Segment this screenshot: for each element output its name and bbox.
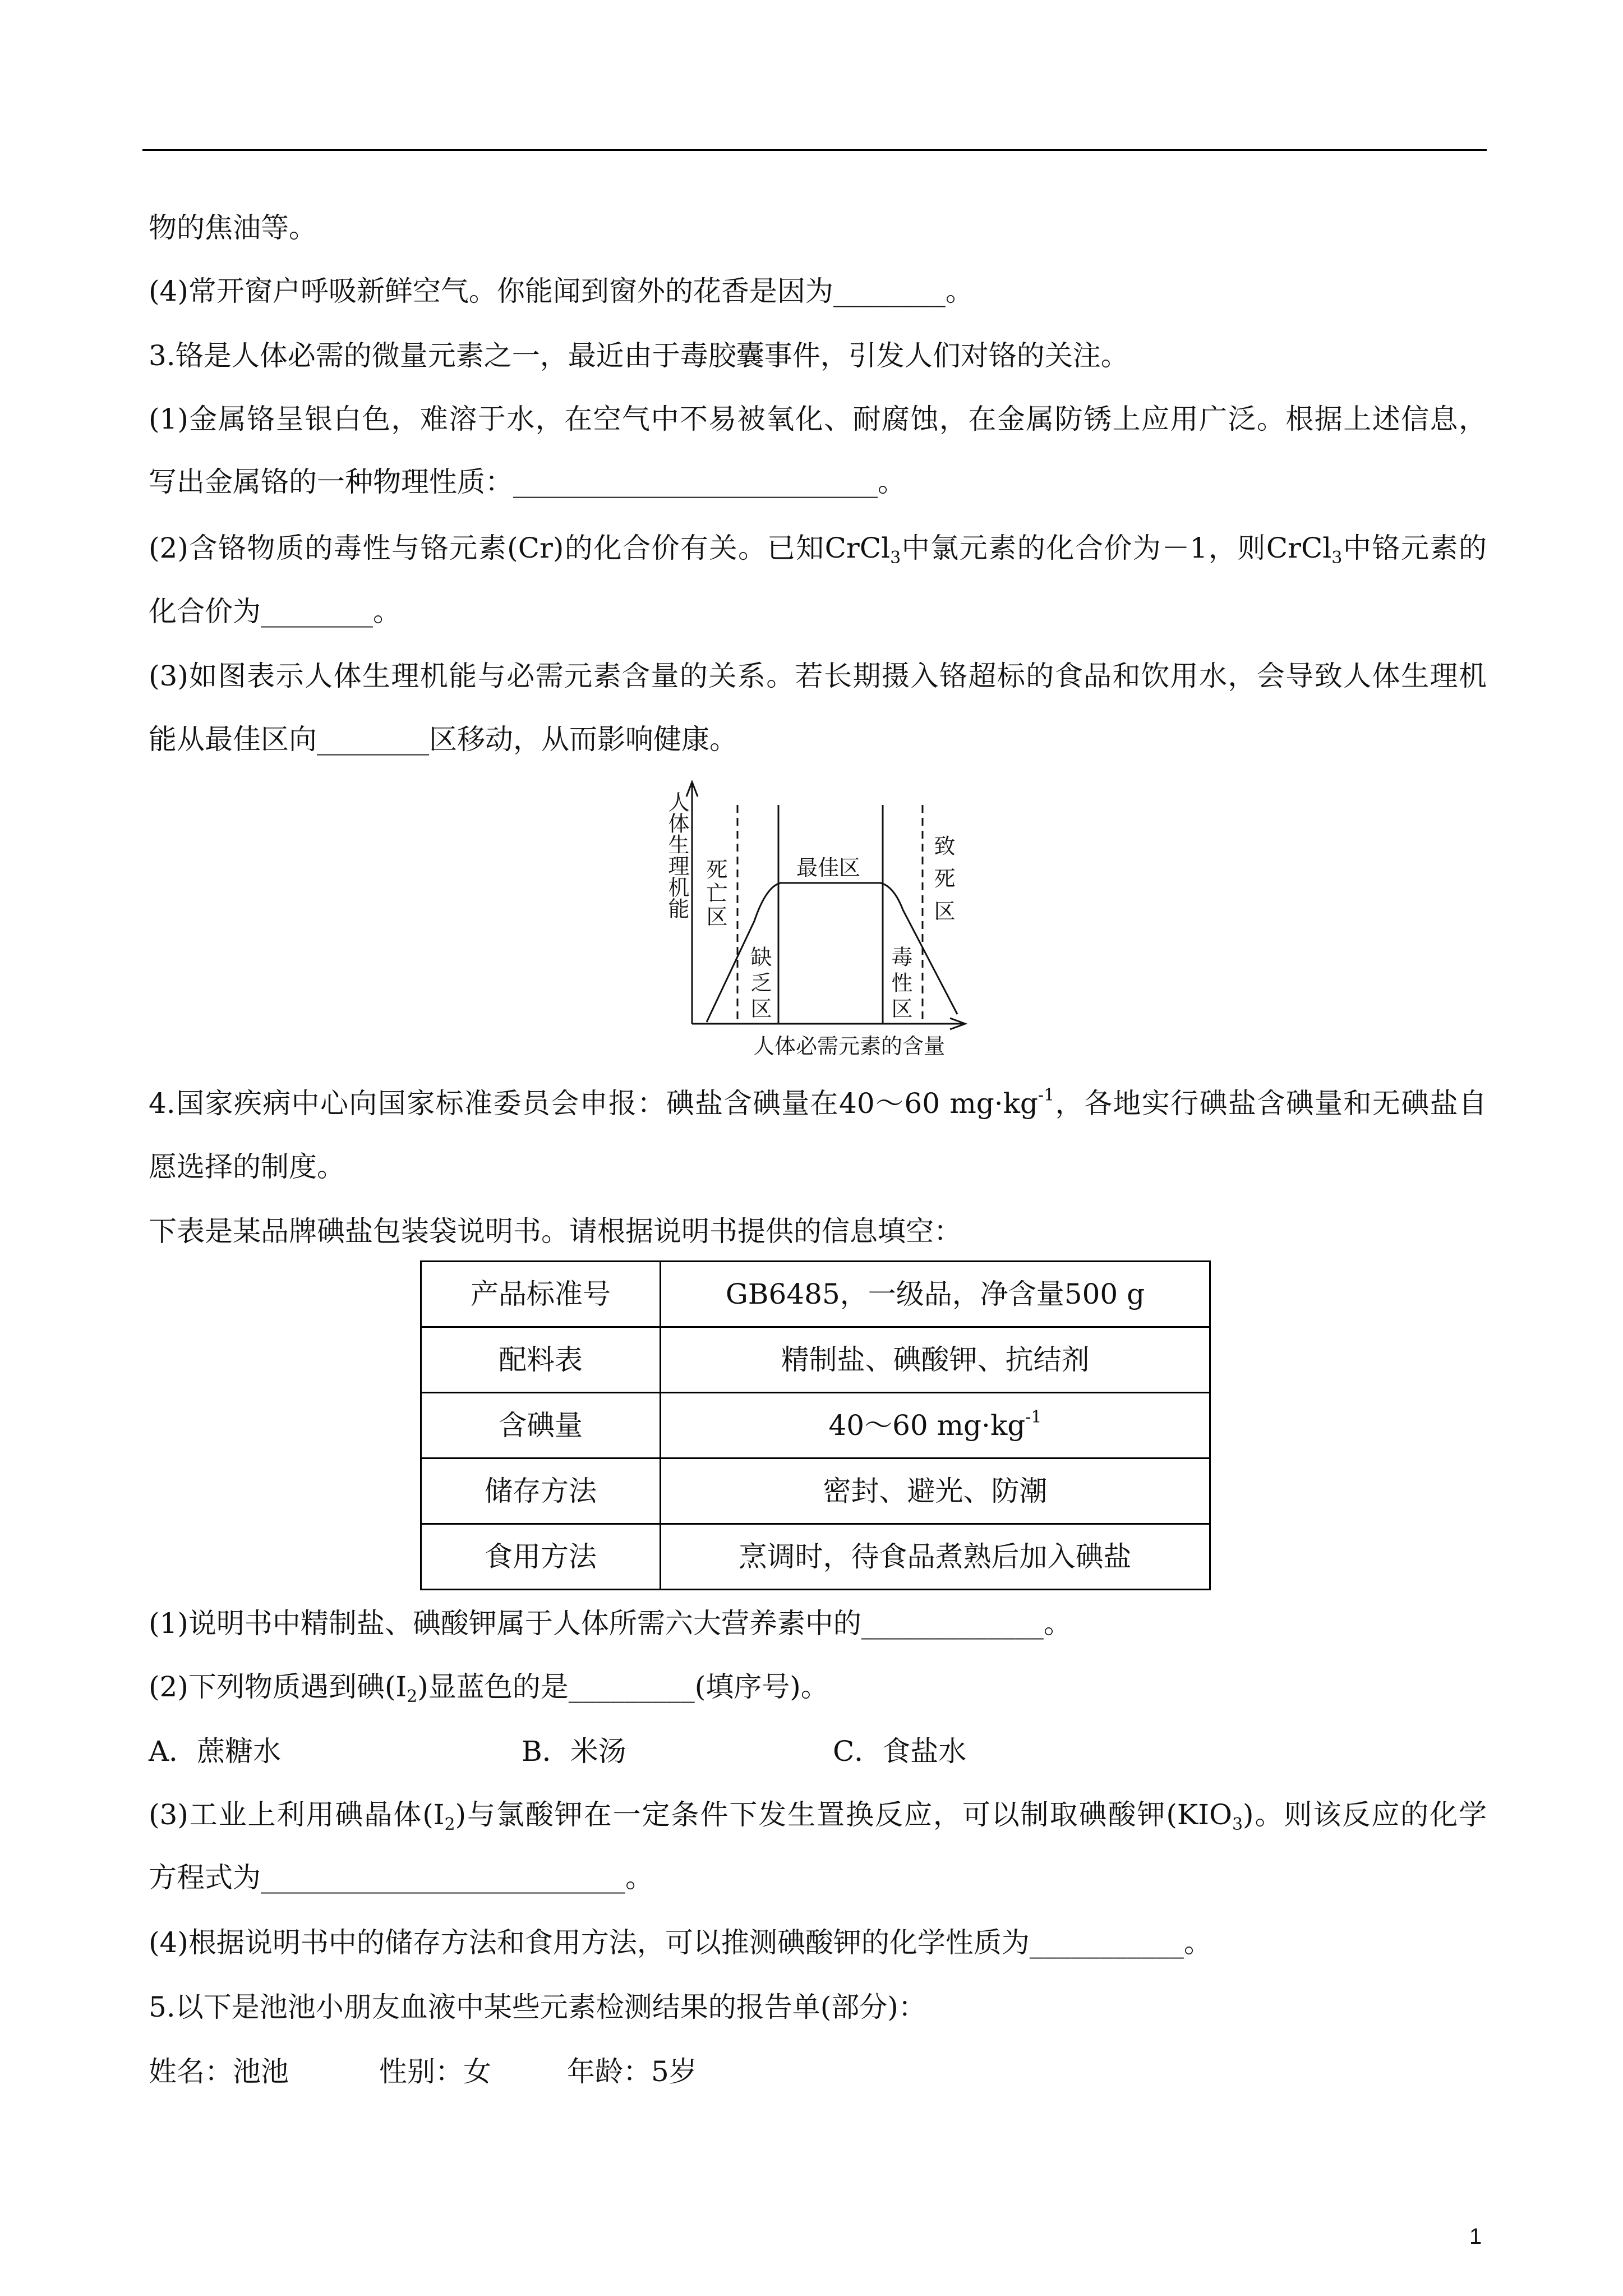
question-4-part-1: (1)说明书中精制盐、碘酸钾属于人体所需六大营养素中的_____________。	[149, 1607, 1072, 1640]
header-rule	[142, 149, 1487, 151]
text-segment: 4.国家疾病中心向国家标准委员会申报：碘盐含碘量在40～60 mg·kg	[149, 1087, 1038, 1120]
patient-age: 年龄：5岁	[567, 2055, 697, 2088]
y-axis-label: 人体生理机能	[665, 791, 689, 919]
element-content-figure	[662, 780, 976, 1060]
table-label-cell: 配料表	[421, 1327, 661, 1393]
text-segment: (2)含铬物质的毒性与铬元素(Cr)的化合价有关。已知CrCl	[149, 532, 891, 564]
text-segment: )显蓝色的是_________(填序号)。	[417, 1671, 829, 1703]
table-label-cell: 产品标准号	[421, 1262, 661, 1327]
question-3-part-2-line-1	[149, 528, 1487, 568]
question-3-part-1-line-2: 写出金属铬的一种物理性质：__________________________。	[149, 466, 906, 498]
question-4-stem-line-2: 愿选择的制度。	[149, 1151, 345, 1183]
option-a: A．蔗糖水	[149, 1735, 282, 1768]
patient-sex: 性别：女	[379, 2055, 491, 2088]
zone-deficiency-label: 缺乏区	[747, 946, 772, 1023]
table-row	[421, 1524, 1210, 1590]
option-c: C．食盐水	[833, 1735, 967, 1768]
question-4-part-3-line-1	[149, 1795, 1487, 1834]
option-b: B．米汤	[522, 1735, 626, 1768]
x-axis-label: 人体必需元素的含量	[753, 1034, 946, 1059]
text-segment: )与氯酸钾在一定条件下发生置换反应，可以制取碘酸钾(KIO	[455, 1798, 1232, 1831]
text-segment: 40～60 mg·kg	[828, 1409, 1026, 1442]
physiology-curve	[707, 883, 957, 1022]
table-row	[421, 1458, 1210, 1524]
salt-label-table	[420, 1260, 1211, 1590]
table-row	[421, 1262, 1210, 1327]
table-intro: 下表是某品牌碘盐包装袋说明书。请根据说明书提供的信息填空：	[149, 1215, 962, 1248]
superscript: -1	[1038, 1085, 1055, 1105]
zone-death-left-label: 死亡区	[703, 858, 727, 929]
text-segment: (3)工业上利用碘晶体(I	[149, 1798, 445, 1831]
question-4-part-2	[149, 1667, 1487, 1706]
zone-toxic-label: 毒性区	[888, 946, 912, 1023]
table-value-cell: GB6485，一级品，净含量500 g	[661, 1262, 1210, 1327]
question-4-part-4: (4)根据说明书中的储存方法和食用方法，可以推测碘酸钾的化学性质为___________。	[149, 1926, 1212, 1959]
subscript: 2	[444, 1815, 455, 1834]
zone-death-right-label: 致死区	[930, 835, 955, 932]
question-4-part-3-line-2: 方程式为__________________________。	[149, 1861, 653, 1894]
text-segment: ，各地实行碘盐含碘量和无碘盐自	[1054, 1087, 1487, 1120]
text-segment: (2)下列物质遇到碘(I	[149, 1671, 407, 1703]
table-label-cell: 含碘量	[421, 1393, 661, 1458]
subscript: 3	[1232, 1815, 1243, 1834]
table-row	[421, 1393, 1210, 1458]
table-value-cell: 密封、避光、防潮	[661, 1458, 1210, 1524]
continued-text-line: 物的焦油等。	[149, 211, 317, 244]
subscript: 2	[407, 1687, 418, 1706]
text-segment: 中铬元素的	[1342, 532, 1487, 564]
question-3-part-3-line-2: 能从最佳区向________区移动，从而影响健康。	[149, 723, 737, 756]
question-4-stem-line-1	[149, 1084, 1487, 1123]
patient-info	[149, 2052, 1487, 2091]
zone-optimal-label: 最佳区	[796, 855, 861, 880]
question-3-stem: 3.铬是人体必需的微量元素之一，最近由于毒胶囊事件，引发人们对铬的关注。	[149, 339, 1129, 372]
text-segment: )。则该反应的化学	[1243, 1798, 1487, 1831]
table-value-cell: 精制盐、碘酸钾、抗结剂	[661, 1327, 1210, 1393]
text-segment: 中氯元素的化合价为－1，则CrCl	[901, 532, 1332, 564]
page-number: 1	[1469, 2224, 1482, 2249]
table-value-cell	[661, 1393, 1210, 1458]
table-label-cell: 储存方法	[421, 1458, 661, 1524]
subscript: 3	[890, 548, 901, 568]
question-3-part-1-line-1: (1)金属铬呈银白色，难溶于水，在空气中不易被氧化、耐腐蚀，在金属防锈上应用广泛。根据上述信息，	[149, 403, 1487, 435]
question-3-part-2-line-2: 化合价为________。	[149, 595, 401, 628]
question-3-part-3-line-1: (3)如图表示人体生理机能与必需元素含量的关系。若长期摄入铬超标的食品和饮用水，会导致人体生理机	[149, 660, 1487, 692]
answer-options	[149, 1732, 1487, 1771]
question-5-stem: 5.以下是池池小朋友血液中某些元素检测结果的报告单(部分)：	[149, 1991, 926, 2023]
superscript: -1	[1025, 1407, 1042, 1427]
patient-name: 姓名：池池	[149, 2055, 289, 2088]
table-value-cell: 烹调时，待食品煮熟后加入碘盐	[661, 1524, 1210, 1590]
table-label-cell: 食用方法	[421, 1524, 661, 1590]
question-2-part-4: (4)常开窗户呼吸新鲜空气。你能闻到窗外的花香是因为________。	[149, 275, 974, 307]
subscript: 3	[1331, 548, 1343, 568]
table-row	[421, 1327, 1210, 1393]
